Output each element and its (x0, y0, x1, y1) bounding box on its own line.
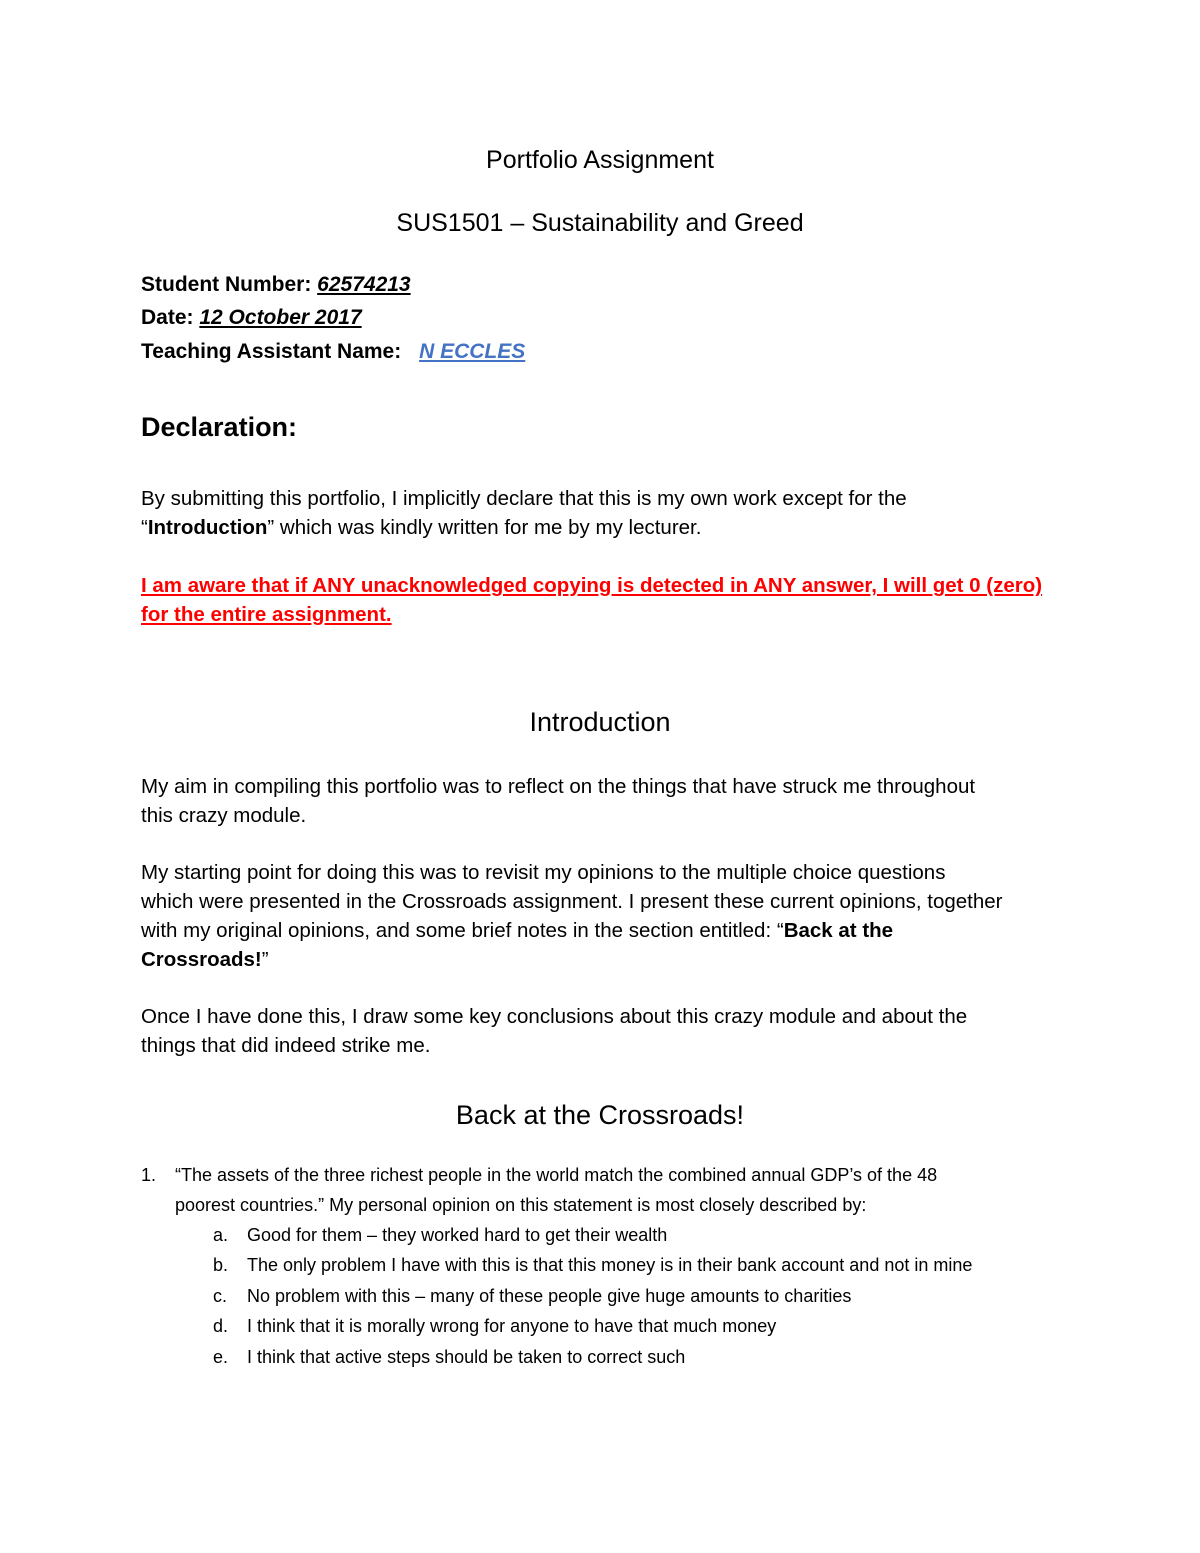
declaration-heading: Declaration: (141, 412, 298, 442)
teaching-assistant-row (141, 340, 525, 364)
option-letter: e. (213, 1347, 229, 1367)
option-text: Good for them – they worked hard to get their wealth (247, 1225, 668, 1245)
student-number-value: 62574213 (317, 273, 411, 296)
introduction-heading: Introduction (529, 707, 671, 737)
student-number-label: Student Number: (141, 273, 312, 296)
intro-p3-line-1: Once I have done this, I draw some key conclusions about this crazy module and about the (141, 1005, 968, 1028)
option-text: The only problem I have with this is that this money is in their bank account and not in mine (247, 1255, 973, 1275)
intro-p3-line-2: things that did indeed strike me. (141, 1034, 431, 1057)
option-letter: b. (213, 1255, 229, 1275)
question-line-2: poorest countries.” My personal opinion on this statement is most closely described by: (175, 1195, 867, 1215)
intro-p1-line-2: this crazy module. (141, 804, 307, 827)
declaration-line-2: “Introduction” which was kindly written for me by my lecturer. (141, 516, 702, 539)
question-number: 1. (141, 1165, 157, 1185)
warning-line-2: for the entire assignment. (141, 603, 392, 626)
teaching-assistant-value: N ECCLES (419, 340, 526, 363)
page-subtitle: SUS1501 – Sustainability and Greed (396, 209, 804, 237)
page-title: Portfolio Assignment (486, 146, 714, 174)
declaration-line-1: By submitting this portfolio, I implicitly declare that this is my own work except for the (141, 487, 907, 510)
question-line-1: “The assets of the three richest people in the world match the combined annual GDP’s of the 48 (175, 1165, 938, 1185)
intro-p2-line-4: Crossroads!” (141, 948, 269, 971)
option-text: No problem with this – many of these people give huge amounts to charities (247, 1286, 852, 1306)
intro-p2-line-2: which were presented in the Crossroads assignment. I present these current opinions, together (141, 890, 1003, 913)
option-letter: c. (213, 1286, 228, 1306)
teaching-assistant-label: Teaching Assistant Name: (141, 340, 402, 363)
option-text: I think that it is morally wrong for anyone to have that much money (247, 1316, 777, 1336)
date-label: Date: (141, 306, 194, 329)
date-row (141, 306, 362, 330)
student-number-row (141, 273, 411, 297)
option-text: I think that active steps should be taken to correct such (247, 1347, 686, 1367)
option-letter: a. (213, 1225, 229, 1245)
date-value: 12 October 2017 (199, 306, 362, 329)
warning-line-1: I am aware that if ANY unacknowledged copying is detected in ANY answer, I will get 0 (zero) (141, 574, 1043, 597)
option-letter: d. (213, 1316, 229, 1336)
introduction-reference: Introduction (147, 516, 268, 539)
intro-p2-line-3: with my original opinions, and some brief notes in the section entitled: “Back at the (141, 919, 894, 942)
intro-p2-line-1: My starting point for doing this was to revisit my opinions to the multiple choice questions (141, 861, 946, 884)
crossroads-heading: Back at the Crossroads! (455, 1100, 745, 1130)
intro-p1-line-1: My aim in compiling this portfolio was to reflect on the things that have struck me throughout (141, 775, 976, 798)
